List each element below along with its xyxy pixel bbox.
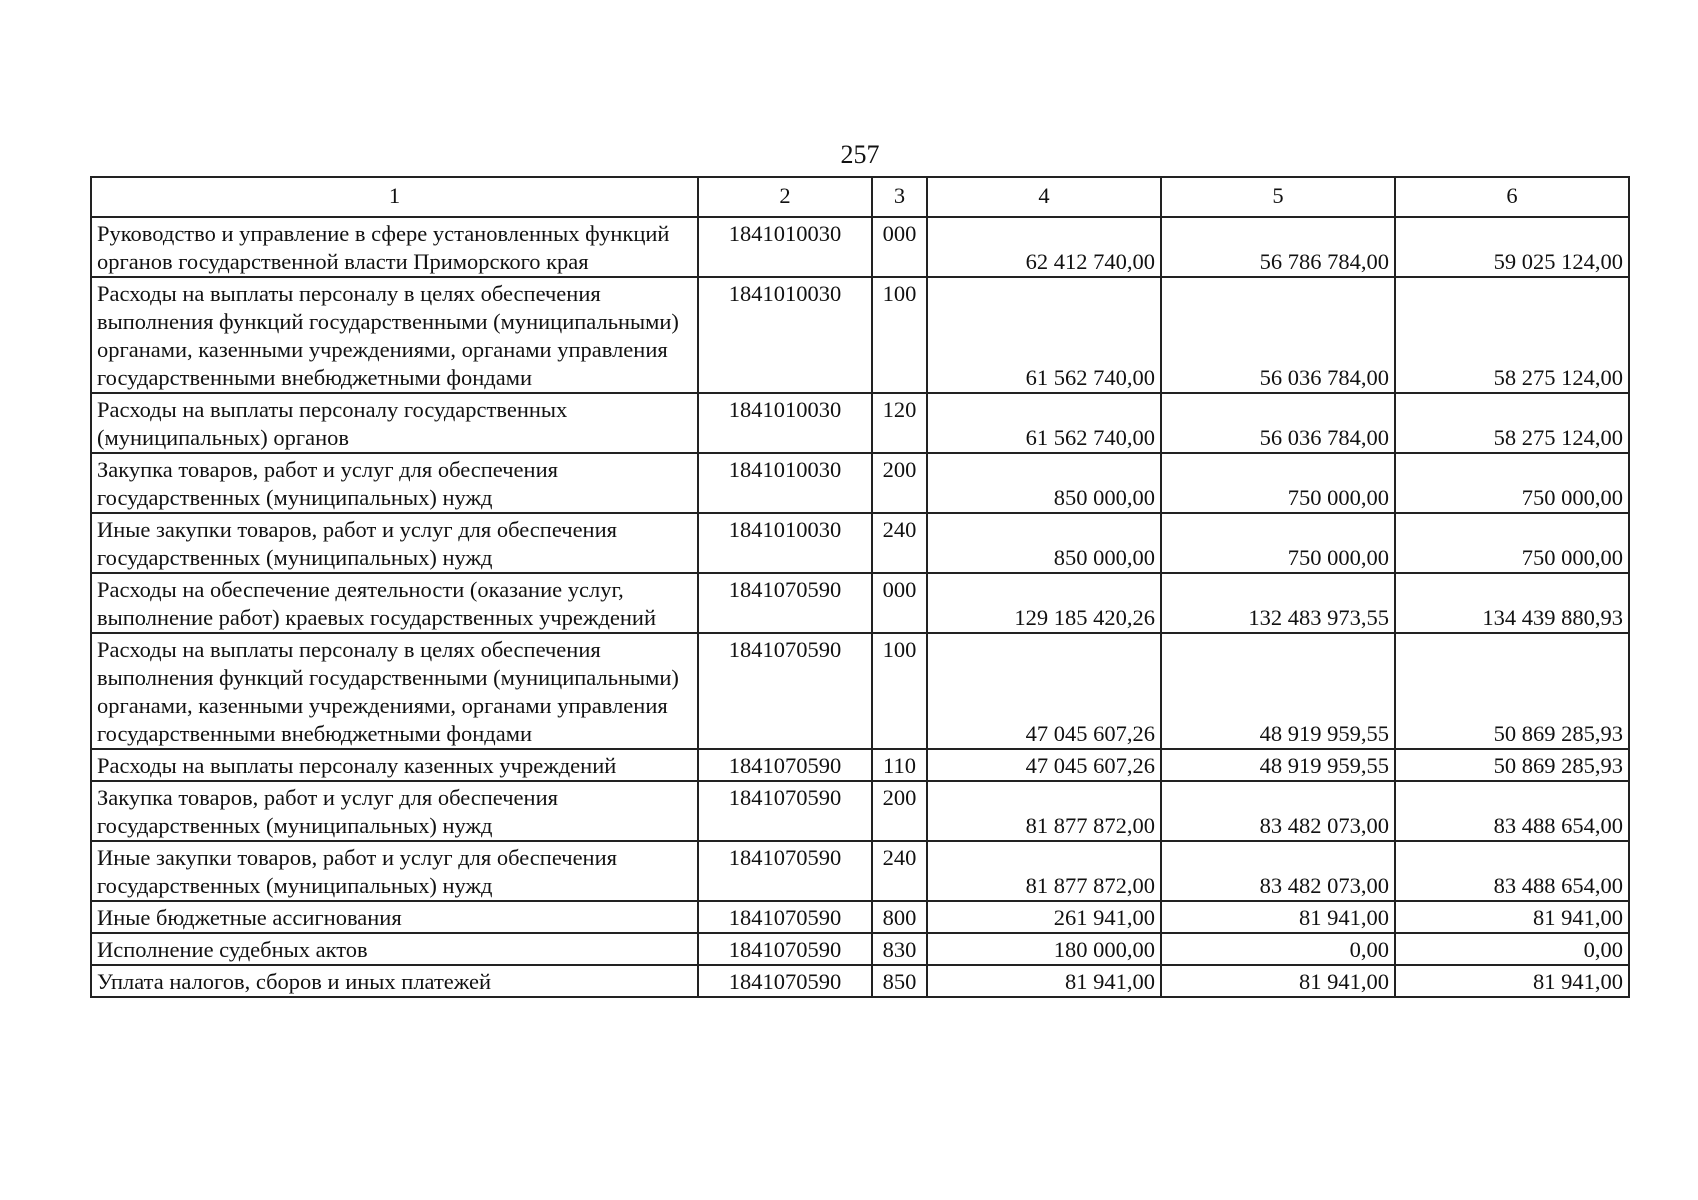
amount-col6-cell: 50 869 285,93 (1395, 749, 1629, 781)
amount-col4-cell: 261 941,00 (927, 901, 1161, 933)
amount-col5-cell: 750 000,00 (1161, 453, 1395, 513)
amount-col4-cell: 61 562 740,00 (927, 393, 1161, 453)
amount-col4-cell: 47 045 607,26 (927, 633, 1161, 749)
table-row (91, 393, 1629, 453)
header-cell: 2 (698, 177, 872, 217)
table-row (91, 901, 1629, 933)
row-name-cell: Расходы на выплаты персоналу государственных (муниципальных) органов (91, 393, 698, 453)
amount-col5-cell: 56 786 784,00 (1161, 217, 1395, 277)
target-article-code-cell: 1841010030 (698, 217, 872, 277)
expense-type-cell: 240 (872, 513, 927, 573)
row-name-cell: Исполнение судебных актов (91, 933, 698, 965)
amount-col6-cell: 58 275 124,00 (1395, 277, 1629, 393)
amount-col4-cell: 129 185 420,26 (927, 573, 1161, 633)
amount-col5-cell: 132 483 973,55 (1161, 573, 1395, 633)
table-row (91, 633, 1629, 749)
row-name-cell: Закупка товаров, работ и услуг для обеспечения государственных (муниципальных) нужд (91, 781, 698, 841)
table-row (91, 841, 1629, 901)
amount-col5-cell: 48 919 959,55 (1161, 633, 1395, 749)
row-name-cell: Иные бюджетные ассигнования (91, 901, 698, 933)
budget-table (90, 176, 1630, 998)
expense-type-cell: 200 (872, 781, 927, 841)
row-name-cell: Расходы на выплаты персоналу в целях обеспечения выполнения функций государственными (муниципальными) органами, казенными учреждениями, органами управления государственными внебюджетными фондами (91, 633, 698, 749)
amount-col4-cell: 81 877 872,00 (927, 781, 1161, 841)
amount-col4-cell: 61 562 740,00 (927, 277, 1161, 393)
expense-type-cell: 240 (872, 841, 927, 901)
header-cell: 1 (91, 177, 698, 217)
amount-col6-cell: 59 025 124,00 (1395, 217, 1629, 277)
expense-type-cell: 830 (872, 933, 927, 965)
expense-type-cell: 110 (872, 749, 927, 781)
table-row (91, 277, 1629, 393)
amount-col4-cell: 47 045 607,26 (927, 749, 1161, 781)
target-article-code-cell: 1841070590 (698, 633, 872, 749)
amount-col6-cell: 83 488 654,00 (1395, 841, 1629, 901)
row-name-cell: Расходы на выплаты персоналу казенных учреждений (91, 749, 698, 781)
row-name-cell: Руководство и управление в сфере установленных функций органов государственной власти Приморского края (91, 217, 698, 277)
row-name-cell: Иные закупки товаров, работ и услуг для обеспечения государственных (муниципальных) нужд (91, 841, 698, 901)
amount-col6-cell: 50 869 285,93 (1395, 633, 1629, 749)
amount-col4-cell: 180 000,00 (927, 933, 1161, 965)
target-article-code-cell: 1841070590 (698, 841, 872, 901)
amount-col6-cell: 81 941,00 (1395, 965, 1629, 997)
header-cell: 4 (927, 177, 1161, 217)
target-article-code-cell: 1841010030 (698, 513, 872, 573)
amount-col5-cell: 56 036 784,00 (1161, 277, 1395, 393)
row-name-cell: Закупка товаров, работ и услуг для обеспечения государственных (муниципальных) нужд (91, 453, 698, 513)
amount-col4-cell: 81 941,00 (927, 965, 1161, 997)
amount-col4-cell: 81 877 872,00 (927, 841, 1161, 901)
amount-col5-cell: 83 482 073,00 (1161, 841, 1395, 901)
amount-col6-cell: 81 941,00 (1395, 901, 1629, 933)
table-header-row (91, 177, 1629, 217)
amount-col4-cell: 62 412 740,00 (927, 217, 1161, 277)
row-name-cell: Иные закупки товаров, работ и услуг для обеспечения государственных (муниципальных) нужд (91, 513, 698, 573)
row-name-cell: Уплата налогов, сборов и иных платежей (91, 965, 698, 997)
target-article-code-cell: 1841070590 (698, 901, 872, 933)
target-article-code-cell: 1841070590 (698, 749, 872, 781)
amount-col6-cell: 83 488 654,00 (1395, 781, 1629, 841)
target-article-code-cell: 1841070590 (698, 965, 872, 997)
amount-col6-cell: 134 439 880,93 (1395, 573, 1629, 633)
amount-col5-cell: 83 482 073,00 (1161, 781, 1395, 841)
amount-col6-cell: 750 000,00 (1395, 513, 1629, 573)
expense-type-cell: 100 (872, 633, 927, 749)
table-row (91, 573, 1629, 633)
amount-col4-cell: 850 000,00 (927, 453, 1161, 513)
amount-col5-cell: 0,00 (1161, 933, 1395, 965)
header-cell: 3 (872, 177, 927, 217)
row-name-cell: Расходы на обеспечение деятельности (оказание услуг, выполнение работ) краевых государственных учреждений (91, 573, 698, 633)
page-number: 257 (840, 140, 880, 169)
target-article-code-cell: 1841010030 (698, 277, 872, 393)
table-row (91, 965, 1629, 997)
target-article-code-cell: 1841010030 (698, 453, 872, 513)
amount-col5-cell: 81 941,00 (1161, 901, 1395, 933)
target-article-code-cell: 1841070590 (698, 933, 872, 965)
table-row (91, 217, 1629, 277)
table-row (91, 781, 1629, 841)
expense-type-cell: 850 (872, 965, 927, 997)
amount-col4-cell: 850 000,00 (927, 513, 1161, 573)
row-name-cell: Расходы на выплаты персоналу в целях обеспечения выполнения функций государственными (муниципальными) органами, казенными учреждениями, органами управления государственными внебюджетными фондами (91, 277, 698, 393)
header-cell: 5 (1161, 177, 1395, 217)
amount-col6-cell: 750 000,00 (1395, 453, 1629, 513)
table-row (91, 513, 1629, 573)
amount-col6-cell: 58 275 124,00 (1395, 393, 1629, 453)
target-article-code-cell: 1841070590 (698, 573, 872, 633)
table-row (91, 453, 1629, 513)
target-article-code-cell: 1841070590 (698, 781, 872, 841)
expense-type-cell: 000 (872, 217, 927, 277)
expense-type-cell: 000 (872, 573, 927, 633)
amount-col6-cell: 0,00 (1395, 933, 1629, 965)
amount-col5-cell: 81 941,00 (1161, 965, 1395, 997)
expense-type-cell: 120 (872, 393, 927, 453)
table-row (91, 749, 1629, 781)
expense-type-cell: 100 (872, 277, 927, 393)
amount-col5-cell: 750 000,00 (1161, 513, 1395, 573)
amount-col5-cell: 56 036 784,00 (1161, 393, 1395, 453)
table-row (91, 933, 1629, 965)
expense-type-cell: 800 (872, 901, 927, 933)
target-article-code-cell: 1841010030 (698, 393, 872, 453)
amount-col5-cell: 48 919 959,55 (1161, 749, 1395, 781)
expense-type-cell: 200 (872, 453, 927, 513)
header-cell: 6 (1395, 177, 1629, 217)
